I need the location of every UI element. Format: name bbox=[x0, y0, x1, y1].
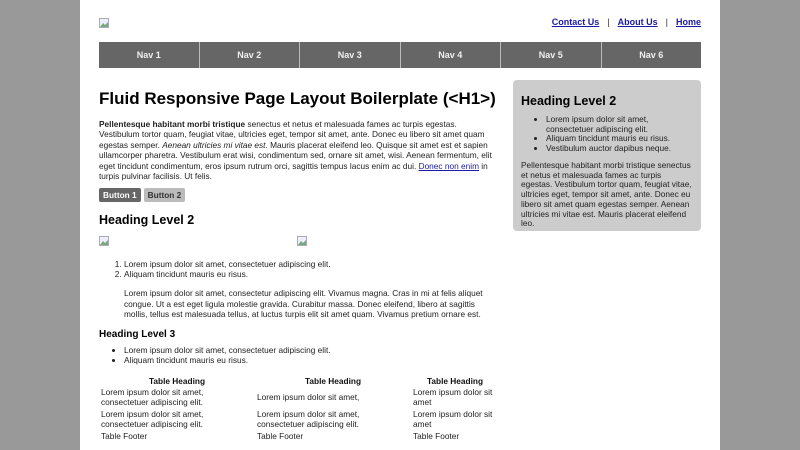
contact-us-link[interactable]: Contact Us bbox=[551, 17, 600, 27]
nav-item-1[interactable]: Nav 1 bbox=[136, 50, 161, 60]
table-cell: Lorem ipsum dolor sit amet bbox=[413, 408, 493, 429]
page-title: Fluid Responsive Page Layout Boilerplate (<H1>) bbox=[99, 89, 496, 108]
sidebar-list bbox=[521, 115, 693, 153]
sidebar bbox=[513, 80, 701, 231]
heading-level-3: Heading Level 3 bbox=[99, 329, 176, 341]
list-item: 2. Aliquam tincidunt mauris eu risus. bbox=[124, 270, 499, 280]
data-table bbox=[99, 375, 499, 442]
list-item: • Lorem ipsum dolor sit amet, consectetuer adipiscing elit. bbox=[124, 346, 499, 356]
intro-bold: Pellentesque habitant morbi tristique bbox=[99, 119, 246, 129]
intro-text: in turpis pulvinar facilisis. Ut felis. bbox=[99, 160, 488, 182]
table-cell: Lorem ipsum dolor sit amet bbox=[413, 387, 493, 408]
page-container bbox=[80, 0, 720, 450]
image-row bbox=[99, 236, 499, 256]
sidebar-paragraph: Pellentesque habitant morbi tristique senectus et netus et malesuada fames ac turpis egestas. Vestibulum tortor quam, feugiat vitae, ultricies eget, tempor sit amet, ante. Donec eu libero sit amet quam egestas semper. Aenean ultricies mi vitae est. Mauris placerat eleifend leo. bbox=[521, 160, 692, 229]
table-cell: Lorem ipsum dolor sit amet, bbox=[257, 392, 360, 403]
about-us-link[interactable]: About Us bbox=[617, 17, 658, 27]
separator: | bbox=[665, 17, 668, 27]
broken-image-icon bbox=[297, 236, 307, 246]
donec-link[interactable]: Donec non enim bbox=[418, 160, 479, 171]
separator: | bbox=[607, 17, 610, 27]
nav-item-6[interactable]: Nav 6 bbox=[601, 42, 702, 68]
list-item: • Vestibulum auctor dapibus neque. bbox=[546, 144, 693, 154]
table-cell: Lorem ipsum dolor sit amet, consectetuer adipiscing elit. bbox=[101, 408, 204, 429]
table-cell: Lorem ipsum dolor sit amet, consectetuer adipiscing elit. bbox=[257, 408, 360, 429]
table-footer: Table Footer bbox=[257, 430, 304, 441]
top-links bbox=[552, 17, 701, 27]
list-item: • Aliquam tincidunt mauris eu risus. bbox=[124, 356, 499, 366]
table-footer: Table Footer bbox=[413, 430, 460, 441]
button-2[interactable]: Button 2 bbox=[144, 188, 186, 202]
blockquote: Lorem ipsum dolor sit amet, consectetur adipiscing elit. Vivamus magna. Cras in mi at felis aliquet congue. Ut a est eget ligula molestie gravida. Curabitur massa. Donec eleifend, libero at sagittis mollis, tellus est malesuada tellus, at luctus turpis elit sit amet quam. Vivamus pretium ornare est. bbox=[124, 288, 483, 320]
ordered-list bbox=[99, 260, 499, 279]
table-footer: Table Footer bbox=[101, 430, 148, 441]
table-row bbox=[99, 409, 499, 431]
home-link[interactable]: Home bbox=[675, 17, 701, 27]
table-heading: Table Heading bbox=[148, 376, 206, 387]
button-1[interactable]: Button 1 bbox=[99, 188, 141, 202]
intro-italic: Aenean ultricies mi vitae est. bbox=[162, 139, 268, 150]
intro-paragraph bbox=[99, 119, 499, 181]
table-footer-row bbox=[99, 431, 499, 443]
list-item: • Lorem ipsum dolor sit amet, consectetuer adipiscing elit. bbox=[546, 115, 693, 134]
main-content bbox=[99, 88, 499, 442]
table-heading: Table Heading bbox=[426, 376, 484, 387]
nav-item-4[interactable]: Nav 4 bbox=[400, 42, 501, 68]
logo-broken-image-icon[interactable] bbox=[99, 18, 109, 28]
main-nav bbox=[99, 42, 701, 68]
button-group bbox=[99, 188, 499, 202]
table-heading: Table Heading bbox=[304, 376, 362, 387]
sidebar-heading: Heading Level 2 bbox=[521, 94, 617, 108]
intro-text: Mauris placerat eleifend leo. Quisque sit amet est et sapien ullamcorper pharetra. Vestibulum erat wisi, condimentum sed, ornare sit amet, wisi. Aenean fermentum, elit eget tincidunt condimentum, eros ipsum rutrum orci, sagittis tempus lacus enim ac dui. bbox=[99, 139, 492, 171]
nav-item-3[interactable]: Nav 3 bbox=[299, 42, 400, 68]
unordered-list bbox=[99, 346, 499, 365]
table-cell: Lorem ipsum dolor sit amet, consectetuer adipiscing elit. bbox=[101, 387, 204, 408]
list-item: • Aliquam tincidunt mauris eu risus. bbox=[546, 134, 693, 144]
list-item: 1. Lorem ipsum dolor sit amet, consectetuer adipiscing elit. bbox=[124, 260, 499, 270]
table-row bbox=[99, 387, 499, 409]
heading-level-2: Heading Level 2 bbox=[99, 213, 195, 228]
broken-image-icon bbox=[99, 236, 109, 246]
intro-text: senectus et netus et malesuada fames ac turpis egestas. Vestibulum tortor quam, feugiat vitae, ultricies eget, tempor sit amet, ante. Donec eu libero sit amet quam egestas semper. bbox=[99, 119, 485, 150]
nav-item-5[interactable]: Nav 5 bbox=[500, 42, 601, 68]
nav-item-2[interactable]: Nav 2 bbox=[199, 42, 300, 68]
